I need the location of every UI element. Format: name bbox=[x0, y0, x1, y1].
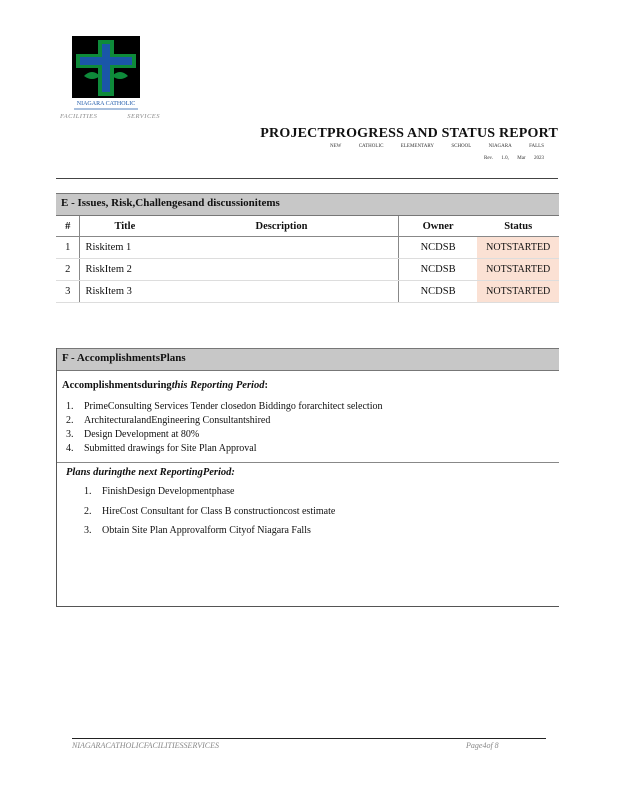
status-badge: NOTSTARTED bbox=[477, 281, 559, 303]
rev-word: Mar bbox=[517, 156, 526, 161]
subtitle-word: FALLS bbox=[529, 144, 544, 149]
col-header-status: Status bbox=[477, 216, 559, 237]
list-item-text: ArchitecturalandEngineering Consultantshired bbox=[84, 415, 271, 426]
report-title: PROJECTPROGRESS AND STATUS REPORT bbox=[260, 126, 558, 141]
accomplishments-heading-colon: : bbox=[264, 380, 268, 391]
list-item bbox=[66, 428, 559, 442]
revision-line bbox=[484, 156, 544, 161]
list-item-number: 2. bbox=[84, 505, 92, 517]
row-description bbox=[165, 281, 398, 303]
list-item-text: Design Development at 80% bbox=[84, 429, 200, 440]
subtitle-word: ELEMENTARY bbox=[400, 144, 434, 149]
table-row bbox=[56, 237, 559, 259]
logo-text: NIAGARA CATHOLIC bbox=[76, 101, 136, 107]
list-item-text: FinishDesign Developmentphase bbox=[102, 486, 235, 497]
list-item-text: PrimeConsulting Services Tender closedon Biddingo forarchitect selection bbox=[84, 401, 383, 412]
accomplishments-heading-italic: this Reporting Period bbox=[171, 380, 265, 391]
list-item-text: Submitted drawings for Site Plan Approval bbox=[84, 443, 257, 454]
row-owner: NCDSB bbox=[398, 237, 477, 259]
list-item bbox=[66, 400, 559, 414]
row-title: RiskItem 2 bbox=[80, 259, 165, 281]
footer-organization: NIAGARACATHOLICFACILITIESSERVICES bbox=[72, 741, 219, 750]
table-row bbox=[56, 259, 559, 281]
accomplishments-section bbox=[56, 348, 559, 607]
row-title: Riskitem 1 bbox=[80, 237, 165, 259]
list-item bbox=[66, 414, 559, 428]
footer-divider bbox=[72, 738, 546, 739]
plans-list bbox=[57, 485, 559, 538]
list-item bbox=[84, 505, 559, 519]
row-owner: NCDSB bbox=[398, 281, 477, 303]
col-header-title: Title bbox=[80, 216, 165, 237]
accomplishments-heading bbox=[62, 380, 559, 391]
list-item-number: 1. bbox=[84, 486, 92, 497]
status-badge: NOTSTARTED bbox=[477, 237, 559, 259]
plans-box bbox=[57, 462, 559, 538]
table-row bbox=[56, 281, 559, 303]
issues-section-header: E - Issues, Risk,Challengesand discussionitems bbox=[56, 193, 559, 216]
page-number: Page4of 8 bbox=[466, 741, 499, 750]
subtitle-word: SCHOOL bbox=[451, 144, 472, 149]
logo-caption-left: FACILITIES bbox=[60, 113, 98, 120]
logo-caption-right: SERVICES bbox=[127, 113, 160, 120]
list-item bbox=[84, 524, 559, 538]
list-item-number: 3. bbox=[66, 429, 74, 440]
col-header-owner: Owner bbox=[398, 216, 477, 237]
list-item bbox=[66, 442, 559, 456]
subtitle-word: CATHOLIC bbox=[358, 144, 384, 149]
subtitle-word: NIAGARA bbox=[488, 144, 512, 149]
logo bbox=[72, 36, 140, 112]
rev-word: 1.0, bbox=[501, 156, 509, 161]
row-owner: NCDSB bbox=[398, 259, 477, 281]
row-num: 3 bbox=[56, 281, 80, 303]
rev-word: Rev. bbox=[484, 156, 493, 161]
plans-heading: Plans duringthe next ReportingPeriod: bbox=[66, 467, 235, 478]
status-badge: NOTSTARTED bbox=[477, 259, 559, 281]
issues-table bbox=[56, 216, 559, 303]
accomplishments-list bbox=[57, 400, 559, 456]
row-description bbox=[165, 237, 398, 259]
list-item-number: 4. bbox=[66, 443, 74, 454]
col-header-description: Description bbox=[165, 216, 398, 237]
list-item-number: 2. bbox=[66, 415, 74, 426]
accomplishments-heading-bold: Accomplishmentsduring bbox=[62, 380, 172, 391]
issues-table-header-row bbox=[56, 216, 559, 237]
rev-word: 2023 bbox=[534, 156, 544, 161]
col-header-num: # bbox=[56, 216, 80, 237]
row-title: RiskItem 3 bbox=[80, 281, 165, 303]
list-item bbox=[84, 485, 559, 499]
row-num: 1 bbox=[56, 237, 80, 259]
subtitle-word: NEW bbox=[330, 144, 342, 149]
list-item-number: 3. bbox=[84, 525, 92, 536]
list-item-text: Obtain Site Plan Approvalform Cityof Niagara Falls bbox=[102, 525, 311, 536]
header-divider bbox=[56, 178, 558, 179]
list-item-number: 1. bbox=[66, 401, 74, 412]
logo-caption bbox=[60, 113, 160, 120]
row-num: 2 bbox=[56, 259, 80, 281]
report-subtitle bbox=[330, 144, 544, 149]
row-description bbox=[165, 259, 398, 281]
list-item-text: HireCost Consultant for Class B constructioncost estimate bbox=[102, 505, 336, 517]
issues-section bbox=[56, 193, 559, 303]
accomplishments-section-header: F - AccomplishmentsPlans bbox=[57, 348, 559, 371]
